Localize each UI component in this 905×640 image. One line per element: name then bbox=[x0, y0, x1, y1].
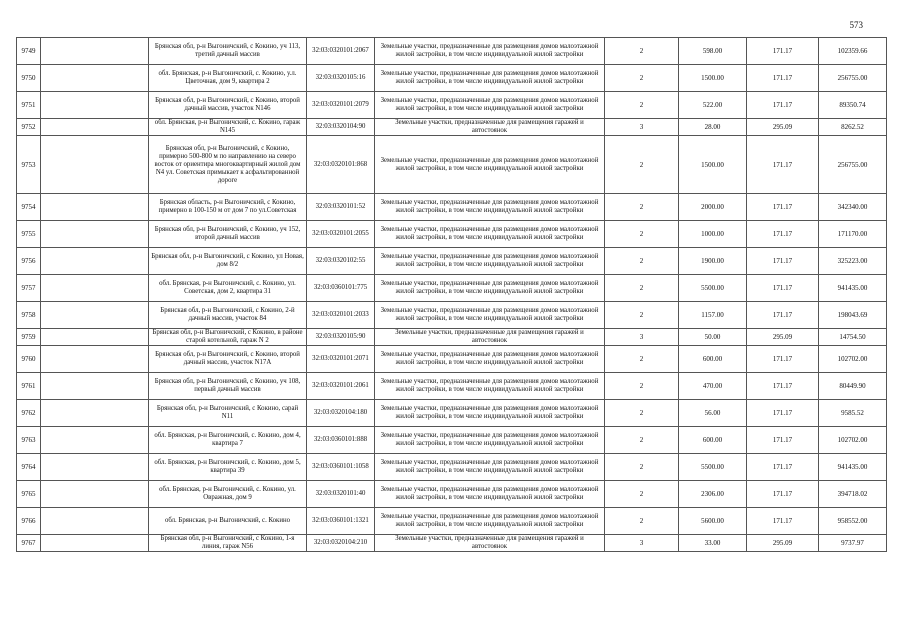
empty-cell bbox=[41, 38, 149, 65]
row-cadastral-value: 958552.00 bbox=[819, 508, 887, 535]
row-group-code: 3 bbox=[605, 535, 679, 552]
table-row bbox=[17, 329, 887, 346]
row-address: Брянская обл, р-н Выгоничский, с Кокино, в районе старой котельной, гараж N 2 bbox=[149, 329, 307, 346]
row-group-code: 3 bbox=[605, 119, 679, 136]
row-group-code: 2 bbox=[605, 454, 679, 481]
row-id: 9750 bbox=[17, 65, 41, 92]
row-id: 9758 bbox=[17, 302, 41, 329]
row-rate: 171.17 bbox=[747, 92, 819, 119]
empty-cell bbox=[41, 194, 149, 221]
row-id: 9755 bbox=[17, 221, 41, 248]
table-row bbox=[17, 400, 887, 427]
row-rate: 171.17 bbox=[747, 136, 819, 194]
row-id: 9764 bbox=[17, 454, 41, 481]
row-area: 5500.00 bbox=[679, 275, 747, 302]
empty-cell bbox=[41, 248, 149, 275]
row-address: обл. Брянская, р-н Выгоничский, с. Кокино, ул. Советская, дом 2, квартира 31 bbox=[149, 275, 307, 302]
row-address: Брянская область, р-н Выгоничский, с Кокино, примерно в 100-150 м от дом 7 по ул.Советская bbox=[149, 194, 307, 221]
empty-cell bbox=[41, 221, 149, 248]
row-land-use: Земельные участки, предназначенные для размещения домов малоэтажной жилой застройки, в том числе индивидуальной жилой застройки bbox=[375, 275, 605, 302]
row-cadastral-value: 941435.00 bbox=[819, 454, 887, 481]
row-area: 522.00 bbox=[679, 92, 747, 119]
row-land-use: Земельные участки, предназначенные для размещения домов малоэтажной жилой застройки, в том числе индивидуальной жилой застройки bbox=[375, 65, 605, 92]
table-row bbox=[17, 275, 887, 302]
row-rate: 171.17 bbox=[747, 221, 819, 248]
empty-cell bbox=[41, 400, 149, 427]
row-cadastral-value: 9737.97 bbox=[819, 535, 887, 552]
row-cadastral-value: 256755.00 bbox=[819, 136, 887, 194]
row-area: 1000.00 bbox=[679, 221, 747, 248]
row-land-use: Земельные участки, предназначенные для размещения домов малоэтажной жилой застройки, в том числе индивидуальной жилой застройки bbox=[375, 508, 605, 535]
row-land-use: Земельные участки, предназначенные для размещения домов малоэтажной жилой застройки, в том числе индивидуальной жилой застройки bbox=[375, 373, 605, 400]
row-id: 9751 bbox=[17, 92, 41, 119]
row-area: 1500.00 bbox=[679, 65, 747, 92]
row-address: Брянская обл, р-н Выгоничский, с Кокино, второй дачный массив, участок N17А bbox=[149, 346, 307, 373]
empty-cell bbox=[41, 427, 149, 454]
table-row bbox=[17, 454, 887, 481]
row-group-code: 2 bbox=[605, 221, 679, 248]
row-id: 9753 bbox=[17, 136, 41, 194]
row-cadastral-value: 325223.00 bbox=[819, 248, 887, 275]
row-rate: 171.17 bbox=[747, 508, 819, 535]
row-id: 9766 bbox=[17, 508, 41, 535]
row-group-code: 2 bbox=[605, 346, 679, 373]
row-address: Брянская обл, р-н Выгоничский, с Кокино, 1-я линия, гараж N56 bbox=[149, 535, 307, 552]
row-land-use: Земельные участки, предназначенные для размещения домов малоэтажной жилой застройки, в том числе индивидуальной жилой застройки bbox=[375, 346, 605, 373]
row-rate: 171.17 bbox=[747, 427, 819, 454]
row-group-code: 3 bbox=[605, 329, 679, 346]
row-id: 9757 bbox=[17, 275, 41, 302]
empty-cell bbox=[41, 508, 149, 535]
row-group-code: 2 bbox=[605, 508, 679, 535]
row-cadastral-value: 102702.00 bbox=[819, 427, 887, 454]
row-address: обл. Брянская, р-н Выгоничский, с. Кокино, дом 5, квартира 39 bbox=[149, 454, 307, 481]
row-rate: 171.17 bbox=[747, 481, 819, 508]
row-id: 9754 bbox=[17, 194, 41, 221]
row-cadastral-number: 32:03:0320101:2079 bbox=[307, 92, 375, 119]
row-id: 9763 bbox=[17, 427, 41, 454]
row-rate: 171.17 bbox=[747, 194, 819, 221]
row-rate: 171.17 bbox=[747, 248, 819, 275]
empty-cell bbox=[41, 119, 149, 136]
row-rate: 171.17 bbox=[747, 302, 819, 329]
row-address: обл. Брянская, р-н Выгоничский, с. Кокино, дом 4, квартира 7 bbox=[149, 427, 307, 454]
row-area: 470.00 bbox=[679, 373, 747, 400]
table-row bbox=[17, 38, 887, 65]
row-cadastral-number: 32:03:0320101:2033 bbox=[307, 302, 375, 329]
row-cadastral-value: 342340.00 bbox=[819, 194, 887, 221]
row-area: 2000.00 bbox=[679, 194, 747, 221]
row-id: 9765 bbox=[17, 481, 41, 508]
table-row bbox=[17, 508, 887, 535]
row-cadastral-value: 171170.00 bbox=[819, 221, 887, 248]
row-group-code: 2 bbox=[605, 38, 679, 65]
row-group-code: 2 bbox=[605, 92, 679, 119]
row-id: 9767 bbox=[17, 535, 41, 552]
row-id: 9749 bbox=[17, 38, 41, 65]
row-land-use: Земельные участки, предназначенные для размещения домов малоэтажной жилой застройки, в том числе индивидуальной жилой застройки bbox=[375, 248, 605, 275]
row-address: Брянская обл, р-н Выгоничский, с Кокино, второй дачный массив, участок N146 bbox=[149, 92, 307, 119]
row-cadastral-number: 32:03:0320104:180 bbox=[307, 400, 375, 427]
table-row bbox=[17, 136, 887, 194]
row-group-code: 2 bbox=[605, 481, 679, 508]
row-cadastral-value: 14754.50 bbox=[819, 329, 887, 346]
row-cadastral-value: 198043.69 bbox=[819, 302, 887, 329]
row-area: 600.00 bbox=[679, 427, 747, 454]
row-cadastral-value: 9585.52 bbox=[819, 400, 887, 427]
row-rate: 171.17 bbox=[747, 38, 819, 65]
row-land-use: Земельные участки, предназначенные для размещения гаражей и автостоянок bbox=[375, 119, 605, 136]
row-rate: 295.09 bbox=[747, 535, 819, 552]
row-land-use: Земельные участки, предназначенные для размещения домов малоэтажной жилой застройки, в том числе индивидуальной жилой застройки bbox=[375, 427, 605, 454]
row-area: 1900.00 bbox=[679, 248, 747, 275]
row-rate: 171.17 bbox=[747, 373, 819, 400]
empty-cell bbox=[41, 481, 149, 508]
row-area: 5600.00 bbox=[679, 508, 747, 535]
row-land-use: Земельные участки, предназначенные для размещения домов малоэтажной жилой застройки, в том числе индивидуальной жилой застройки bbox=[375, 38, 605, 65]
row-land-use: Земельные участки, предназначенные для размещения домов малоэтажной жилой застройки, в том числе индивидуальной жилой застройки bbox=[375, 194, 605, 221]
empty-cell bbox=[41, 92, 149, 119]
table-row bbox=[17, 119, 887, 136]
row-land-use: Земельные участки, предназначенные для размещения домов малоэтажной жилой застройки, в том числе индивидуальной жилой застройки bbox=[375, 221, 605, 248]
row-cadastral-number: 32:03:0320102:55 bbox=[307, 248, 375, 275]
row-address: Брянская обл, р-н Выгоничский, с Кокино, уч 113, третий дачный массив bbox=[149, 38, 307, 65]
row-cadastral-number: 32:03:0320101:868 bbox=[307, 136, 375, 194]
row-land-use: Земельные участки, предназначенные для размещения гаражей и автостоянок bbox=[375, 535, 605, 552]
row-id: 9752 bbox=[17, 119, 41, 136]
row-area: 1500.00 bbox=[679, 136, 747, 194]
row-group-code: 2 bbox=[605, 136, 679, 194]
row-group-code: 2 bbox=[605, 248, 679, 275]
row-address: обл. Брянская, р-н Выгоничский, с. Кокино bbox=[149, 508, 307, 535]
table-row bbox=[17, 194, 887, 221]
table-row bbox=[17, 302, 887, 329]
empty-cell bbox=[41, 329, 149, 346]
row-area: 28.00 bbox=[679, 119, 747, 136]
row-address: Брянская обл, р-н Выгоничский, с Кокино, уч 152, второй дачный массив bbox=[149, 221, 307, 248]
row-cadastral-number: 32:03:0360101:888 bbox=[307, 427, 375, 454]
table-row bbox=[17, 248, 887, 275]
row-cadastral-number: 32:03:0320105:90 bbox=[307, 329, 375, 346]
row-address: обл. Брянская, р-н Выгоничский, с. Кокино, гараж N145 bbox=[149, 119, 307, 136]
row-id: 9759 bbox=[17, 329, 41, 346]
row-land-use: Земельные участки, предназначенные для размещения домов малоэтажной жилой застройки, в том числе индивидуальной жилой застройки bbox=[375, 92, 605, 119]
table-row bbox=[17, 346, 887, 373]
row-area: 2306.00 bbox=[679, 481, 747, 508]
row-group-code: 2 bbox=[605, 275, 679, 302]
row-address: Брянская обл, р-н Выгоничский, с Кокино, ул Новая, дом 8/2 bbox=[149, 248, 307, 275]
page-number: 573 bbox=[849, 20, 863, 30]
table-row bbox=[17, 92, 887, 119]
row-rate: 295.09 bbox=[747, 329, 819, 346]
row-rate: 171.17 bbox=[747, 275, 819, 302]
row-cadastral-value: 8262.52 bbox=[819, 119, 887, 136]
row-cadastral-number: 32:03:0320101:40 bbox=[307, 481, 375, 508]
row-cadastral-number: 32:03:0320101:2071 bbox=[307, 346, 375, 373]
row-id: 9760 bbox=[17, 346, 41, 373]
row-cadastral-value: 102702.00 bbox=[819, 346, 887, 373]
row-rate: 171.17 bbox=[747, 400, 819, 427]
row-land-use: Земельные участки, предназначенные для размещения домов малоэтажной жилой застройки, в том числе индивидуальной жилой застройки bbox=[375, 302, 605, 329]
row-group-code: 2 bbox=[605, 302, 679, 329]
row-id: 9761 bbox=[17, 373, 41, 400]
row-cadastral-number: 32:03:0360101:1058 bbox=[307, 454, 375, 481]
row-land-use: Земельные участки, предназначенные для размещения домов малоэтажной жилой застройки, в том числе индивидуальной жилой застройки bbox=[375, 481, 605, 508]
table-row bbox=[17, 535, 887, 552]
row-id: 9756 bbox=[17, 248, 41, 275]
empty-cell bbox=[41, 302, 149, 329]
row-cadastral-number: 32:03:0320105:16 bbox=[307, 65, 375, 92]
row-land-use: Земельные участки, предназначенные для размещения домов малоэтажной жилой застройки, в том числе индивидуальной жилой застройки bbox=[375, 454, 605, 481]
row-address: обл. Брянская, р-н Выгоничский, с. Кокино, у.л. Цветочная, дом 9, квартира 2 bbox=[149, 65, 307, 92]
row-cadastral-number: 32:03:0360101:1321 bbox=[307, 508, 375, 535]
row-land-use: Земельные участки, предназначенные для размещения домов малоэтажной жилой застройки, в том числе индивидуальной жилой застройки bbox=[375, 400, 605, 427]
row-cadastral-value: 941435.00 bbox=[819, 275, 887, 302]
row-land-use: Земельные участки, предназначенные для размещения гаражей и автостоянок bbox=[375, 329, 605, 346]
row-group-code: 2 bbox=[605, 194, 679, 221]
table-row bbox=[17, 221, 887, 248]
row-group-code: 2 bbox=[605, 373, 679, 400]
row-cadastral-number: 32:03:0320104:90 bbox=[307, 119, 375, 136]
row-area: 598.00 bbox=[679, 38, 747, 65]
row-cadastral-value: 394718.02 bbox=[819, 481, 887, 508]
row-land-use: Земельные участки, предназначенные для размещения домов малоэтажной жилой застройки, в том числе индивидуальной жилой застройки bbox=[375, 136, 605, 194]
row-cadastral-number: 32:03:0320101:2055 bbox=[307, 221, 375, 248]
row-group-code: 2 bbox=[605, 400, 679, 427]
row-cadastral-value: 89350.74 bbox=[819, 92, 887, 119]
row-area: 5500.00 bbox=[679, 454, 747, 481]
empty-cell bbox=[41, 136, 149, 194]
empty-cell bbox=[41, 535, 149, 552]
row-rate: 295.09 bbox=[747, 119, 819, 136]
row-cadastral-number: 32:03:0360101:775 bbox=[307, 275, 375, 302]
row-address: Брянская обл, р-н Выгоничский, с Кокино, 2-й дачный массив, участок 84 bbox=[149, 302, 307, 329]
row-area: 50.00 bbox=[679, 329, 747, 346]
cadastral-value-table bbox=[16, 37, 887, 552]
row-area: 600.00 bbox=[679, 346, 747, 373]
table-row bbox=[17, 373, 887, 400]
row-area: 33.00 bbox=[679, 535, 747, 552]
row-cadastral-value: 102359.66 bbox=[819, 38, 887, 65]
row-cadastral-value: 80449.90 bbox=[819, 373, 887, 400]
empty-cell bbox=[41, 373, 149, 400]
row-cadastral-number: 32:03:0320104:210 bbox=[307, 535, 375, 552]
empty-cell bbox=[41, 65, 149, 92]
row-area: 56.00 bbox=[679, 400, 747, 427]
row-cadastral-value: 256755.00 bbox=[819, 65, 887, 92]
empty-cell bbox=[41, 454, 149, 481]
row-address: Брянская обл, р-н Выгоничский, с Кокино, примерно 500-800 м по направлению на северо восток от ориентира многоквартирный жилой дом N4 ул. Советская примыкает к асфальтированной дороге bbox=[149, 136, 307, 194]
table-row bbox=[17, 481, 887, 508]
row-group-code: 2 bbox=[605, 65, 679, 92]
row-address: обл. Брянская, р-н Выгоничский, с. Кокино, ул. Овражная, дом 9 bbox=[149, 481, 307, 508]
row-rate: 171.17 bbox=[747, 346, 819, 373]
row-address: Брянская обл, р-н Выгоничский, с Кокино, сарай N11 bbox=[149, 400, 307, 427]
row-group-code: 2 bbox=[605, 427, 679, 454]
row-rate: 171.17 bbox=[747, 454, 819, 481]
empty-cell bbox=[41, 275, 149, 302]
row-area: 1157.00 bbox=[679, 302, 747, 329]
table-row bbox=[17, 427, 887, 454]
row-cadastral-number: 32:03:0320101:2061 bbox=[307, 373, 375, 400]
empty-cell bbox=[41, 346, 149, 373]
row-rate: 171.17 bbox=[747, 65, 819, 92]
table-row bbox=[17, 65, 887, 92]
row-address: Брянская обл, р-н Выгоничский, с Кокино, уч 108, первый дачный массив bbox=[149, 373, 307, 400]
row-cadastral-number: 32:03:0320101:2067 bbox=[307, 38, 375, 65]
row-id: 9762 bbox=[17, 400, 41, 427]
row-cadastral-number: 32:03:0320101:52 bbox=[307, 194, 375, 221]
